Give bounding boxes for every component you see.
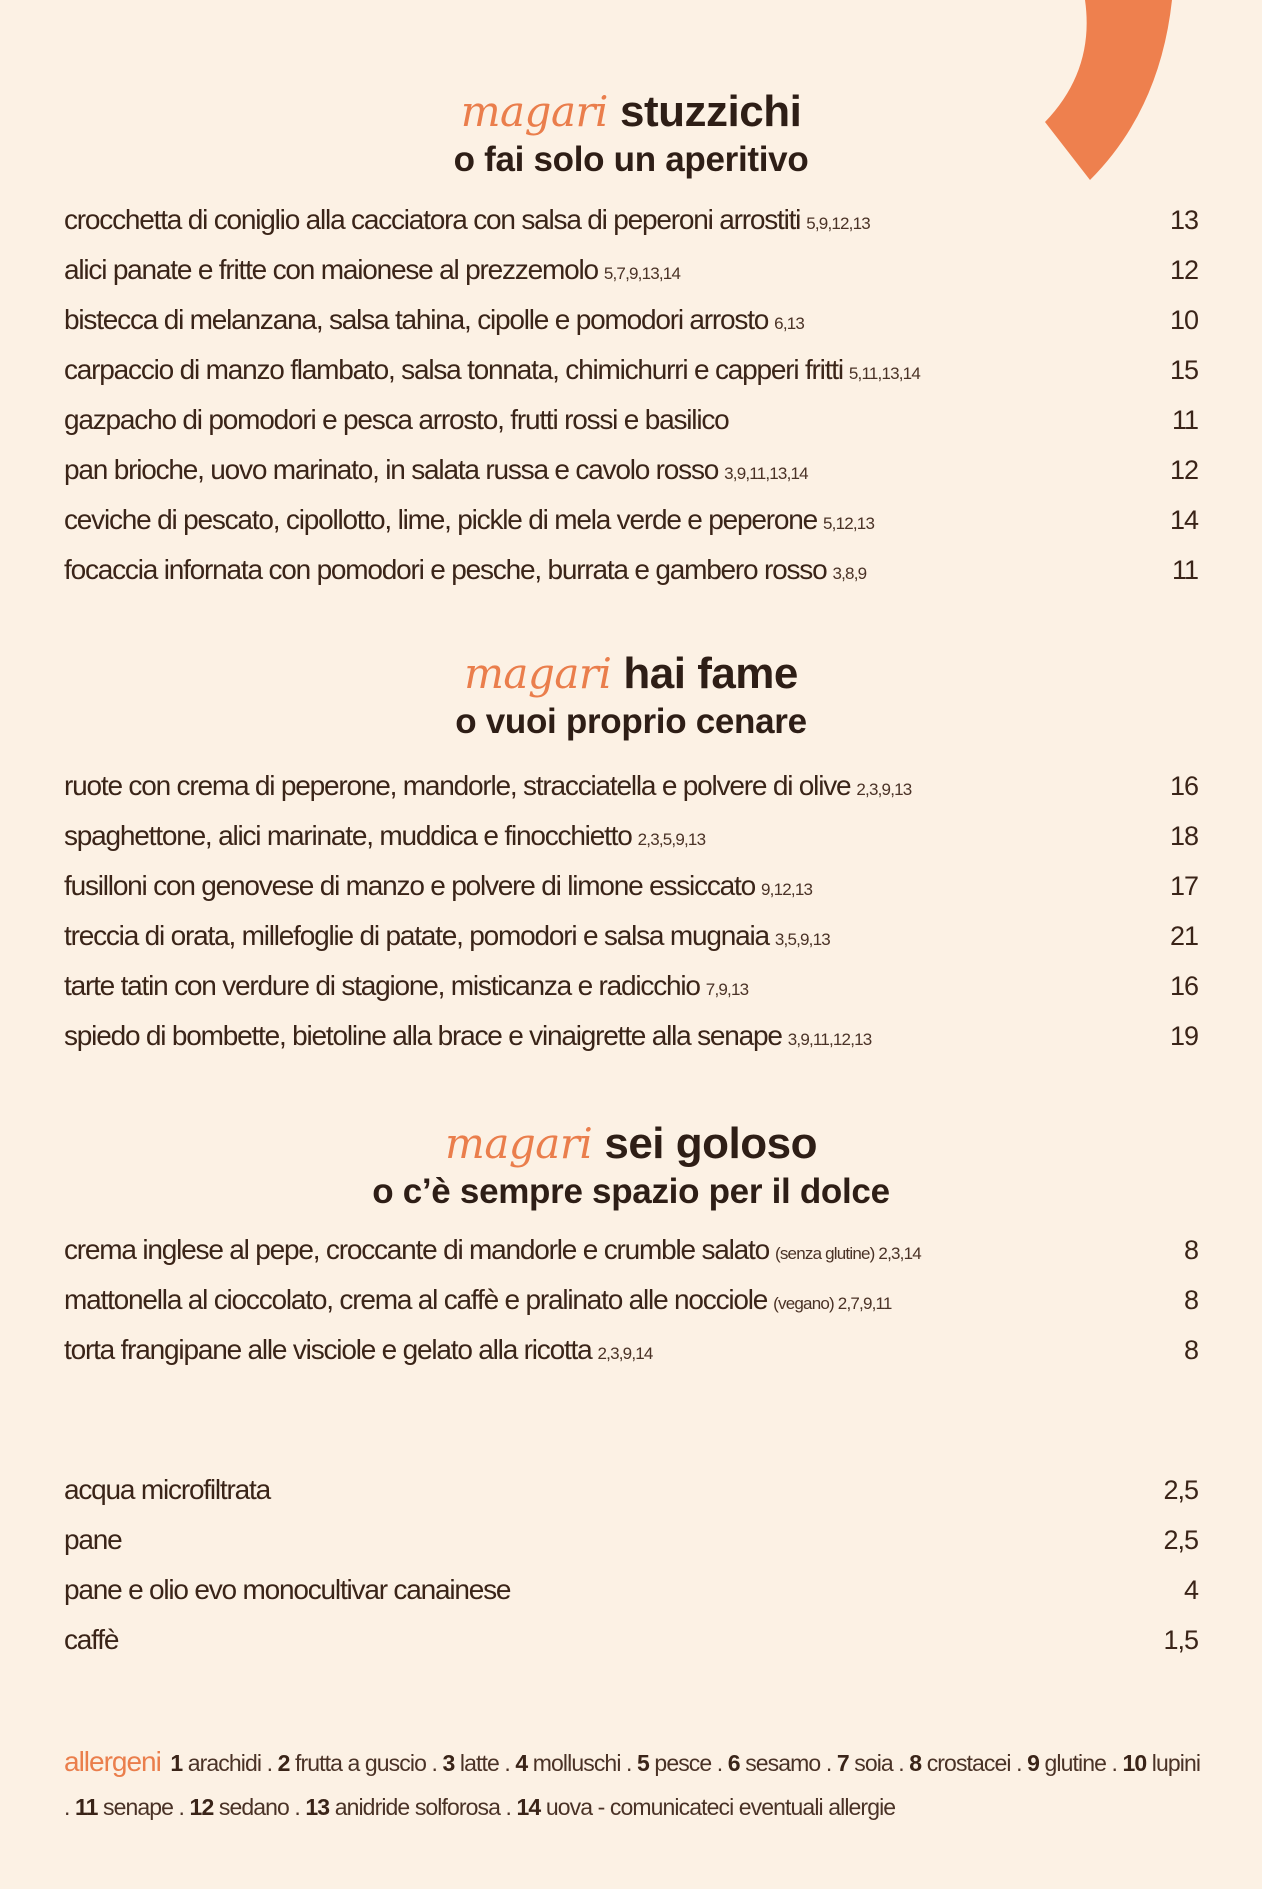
allergen-name: pesce bbox=[654, 1750, 712, 1776]
brand-word: magari bbox=[460, 87, 608, 136]
menu-item bbox=[64, 1334, 1198, 1384]
item-price: 16 bbox=[1169, 971, 1198, 1001]
item-allergens: (vegano) 2,7,9,11 bbox=[773, 1294, 892, 1313]
allergen-number: 8 bbox=[909, 1750, 922, 1776]
section-header-hai-fame bbox=[0, 648, 1262, 744]
item-name: mattonella al cioccolato, crema al caffè e pralinato alle nocciole bbox=[64, 1284, 768, 1315]
menu-list-stuzzichi bbox=[64, 204, 1198, 604]
item-allergens: 2,3,5,9,13 bbox=[637, 830, 706, 849]
item-price: 11 bbox=[1171, 555, 1198, 585]
item-price: 14 bbox=[1169, 505, 1198, 535]
item-name: bistecca di melanzana, salsa tahina, cipolle e pomodori arrosto bbox=[64, 304, 769, 335]
extra-item bbox=[64, 1574, 1198, 1624]
brand-word: magari bbox=[445, 1119, 593, 1168]
menu-item bbox=[64, 920, 1198, 970]
allergen-number: 11 bbox=[74, 1794, 98, 1820]
menu-item bbox=[64, 1234, 1198, 1284]
allergen-name: latte bbox=[459, 1750, 499, 1776]
item-name: gazpacho di pomodori e pesca arrosto, frutti rossi e basilico bbox=[64, 404, 729, 435]
item-price: 12 bbox=[1169, 455, 1198, 485]
menu-item bbox=[64, 770, 1198, 820]
item-price: 16 bbox=[1169, 771, 1198, 801]
allergen-number: 13 bbox=[305, 1794, 330, 1820]
section-header-stuzzichi bbox=[0, 86, 1262, 182]
allergen-number: 10 bbox=[1122, 1750, 1147, 1776]
section-title-text: stuzzichi bbox=[620, 87, 802, 136]
item-price: 2,5 bbox=[1163, 1475, 1198, 1505]
allergen-name: soia bbox=[854, 1750, 893, 1776]
allergen-name: sedano bbox=[218, 1794, 289, 1820]
extra-item bbox=[64, 1474, 1198, 1524]
item-name: acqua microfiltrata bbox=[64, 1474, 270, 1505]
section-subtitle: o vuoi proprio cenare bbox=[455, 702, 807, 741]
item-allergens: 5,11,13,14 bbox=[848, 364, 920, 383]
menu-item bbox=[64, 204, 1198, 254]
allergen-name: lupini bbox=[1151, 1750, 1201, 1776]
item-allergens: 7,9,13 bbox=[705, 980, 749, 999]
section-title bbox=[0, 1118, 1262, 1170]
section-subtitle: o c’è sempre spazio per il dolce bbox=[372, 1172, 890, 1211]
item-price: 8 bbox=[1183, 1235, 1198, 1265]
item-price: 1,5 bbox=[1163, 1625, 1198, 1655]
item-allergens: 2,3,9,13 bbox=[856, 780, 912, 799]
extras-list bbox=[64, 1474, 1198, 1674]
menu-item bbox=[64, 820, 1198, 870]
section-header-sei-goloso bbox=[0, 1118, 1262, 1214]
item-price: 8 bbox=[1183, 1285, 1198, 1315]
item-allergens: 6,13 bbox=[774, 314, 805, 333]
allergen-name: anidride solforosa bbox=[334, 1794, 501, 1820]
menu-item bbox=[64, 970, 1198, 1020]
item-allergens: 9,12,13 bbox=[761, 880, 813, 899]
allergen-name: senape bbox=[103, 1794, 174, 1820]
allergen-name: arachidi bbox=[187, 1750, 262, 1776]
allergy-note: - comunicateci eventuali allergie bbox=[597, 1794, 896, 1820]
item-name: crema inglese al pepe, croccante di mandorle e crumble salato bbox=[64, 1234, 769, 1265]
item-name: crocchetta di coniglio alla cacciatora con salsa di peperoni arrostiti bbox=[64, 204, 801, 235]
item-price: 21 bbox=[1169, 921, 1198, 951]
item-price: 15 bbox=[1169, 355, 1198, 385]
item-name: tarte tatin con verdure di stagione, misticanza e radicchio bbox=[64, 970, 700, 1001]
menu-item bbox=[64, 1284, 1198, 1334]
allergen-number: 9 bbox=[1027, 1750, 1040, 1776]
item-name: carpaccio di manzo flambato, salsa tonnata, chimichurri e capperi fritti bbox=[64, 354, 843, 385]
allergen-name: uova bbox=[545, 1794, 593, 1820]
item-price: 4 bbox=[1183, 1575, 1198, 1605]
item-name: fusilloni con genovese di manzo e polvere di limone essiccato bbox=[64, 870, 756, 901]
item-price: 12 bbox=[1169, 255, 1198, 285]
section-title-text: hai fame bbox=[623, 649, 798, 698]
menu-item bbox=[64, 1020, 1198, 1070]
item-allergens: (senza glutine) 2,3,14 bbox=[775, 1244, 921, 1263]
menu-item bbox=[64, 404, 1198, 454]
allergens-legend: allergeni 1 arachidi . 2 frutta a guscio . 3 latte . 4 molluschi . 5 pesce . 6 sesamo . 7 soia . 8 crostacei . 9 glutine . 10 lupini . 11 senape . 12 sedano . 13 anidride solforosa . 14 uova - comunicateci eventuali allergie bbox=[64, 1746, 1201, 1820]
item-name: ceviche di pescato, cipollotto, lime, pickle di mela verde e peperone bbox=[64, 504, 817, 535]
item-allergens: 5,7,9,13,14 bbox=[603, 264, 681, 283]
allergen-name: crostacei bbox=[926, 1750, 1011, 1776]
allergen-name: glutine bbox=[1044, 1750, 1107, 1776]
allergen-name: frutta a guscio bbox=[295, 1750, 426, 1776]
menu-item bbox=[64, 304, 1198, 354]
allergen-number: 14 bbox=[516, 1794, 541, 1820]
item-name: torta frangipane alle visciole e gelato alla ricotta bbox=[64, 1334, 592, 1365]
item-price: 19 bbox=[1169, 1021, 1198, 1051]
item-allergens: 2,3,9,14 bbox=[597, 1344, 653, 1363]
item-price: 18 bbox=[1169, 821, 1198, 851]
menu-list-hai-fame bbox=[64, 770, 1198, 1070]
allergen-number: 7 bbox=[836, 1750, 849, 1776]
allergen-name: molluschi bbox=[532, 1750, 621, 1776]
item-name: spiedo di bombette, bietoline alla brace e vinaigrette alla senape bbox=[64, 1020, 782, 1051]
item-price: 8 bbox=[1183, 1335, 1198, 1365]
allergen-number: 3 bbox=[442, 1750, 455, 1776]
allergen-number: 1 bbox=[170, 1750, 183, 1776]
allergen-number: 2 bbox=[277, 1750, 290, 1776]
extra-item bbox=[64, 1624, 1198, 1674]
section-title bbox=[0, 648, 1262, 700]
item-name: treccia di orata, millefoglie di patate, pomodori e salsa mugnaia bbox=[64, 920, 769, 951]
menu-item bbox=[64, 354, 1198, 404]
item-price: 10 bbox=[1169, 305, 1198, 335]
item-name: pan brioche, uovo marinato, in salata russa e cavolo rosso bbox=[64, 454, 719, 485]
item-price: 2,5 bbox=[1163, 1525, 1198, 1555]
allergen-number: 6 bbox=[727, 1750, 740, 1776]
section-title-text: sei goloso bbox=[604, 1119, 817, 1168]
item-allergens: 3,8,9 bbox=[832, 564, 867, 583]
menu-item bbox=[64, 870, 1198, 920]
item-name: pane bbox=[64, 1524, 122, 1555]
allergen-number: 12 bbox=[189, 1794, 214, 1820]
allergen-number: 4 bbox=[515, 1750, 528, 1776]
item-allergens: 5,9,12,13 bbox=[806, 214, 870, 233]
allergens-label: allergeni bbox=[64, 1746, 161, 1777]
item-name: caffè bbox=[64, 1624, 119, 1655]
item-name: spaghettone, alici marinate, muddica e finocchietto bbox=[64, 820, 632, 851]
item-name: alici panate e fritte con maionese al prezzemolo bbox=[64, 254, 598, 285]
menu-item bbox=[64, 504, 1198, 554]
item-price: 11 bbox=[1171, 405, 1198, 435]
allergen-name: sesamo bbox=[745, 1750, 821, 1776]
menu-item bbox=[64, 254, 1198, 304]
item-price: 17 bbox=[1169, 871, 1198, 901]
section-title bbox=[0, 86, 1262, 138]
item-allergens: 5,12,13 bbox=[823, 514, 875, 533]
item-price: 13 bbox=[1169, 205, 1198, 235]
item-allergens: 3,9,11,13,14 bbox=[724, 464, 808, 483]
menu-item bbox=[64, 454, 1198, 504]
menu-item bbox=[64, 554, 1198, 604]
extra-item bbox=[64, 1524, 1198, 1574]
item-allergens: 3,9,11,12,13 bbox=[787, 1030, 872, 1049]
section-subtitle: o fai solo un aperitivo bbox=[453, 140, 809, 179]
item-name: pane e olio evo monocultivar canainese bbox=[64, 1574, 511, 1605]
allergen-number: 5 bbox=[637, 1750, 649, 1776]
item-allergens: 3,5,9,13 bbox=[774, 930, 830, 949]
item-name: focaccia infornata con pomodori e pesche, burrata e gambero rosso bbox=[64, 554, 827, 585]
menu-list-sei-goloso bbox=[64, 1234, 1198, 1384]
brand-word: magari bbox=[464, 649, 612, 698]
item-name: ruote con crema di peperone, mandorle, stracciatella e polvere di olive bbox=[64, 770, 851, 801]
